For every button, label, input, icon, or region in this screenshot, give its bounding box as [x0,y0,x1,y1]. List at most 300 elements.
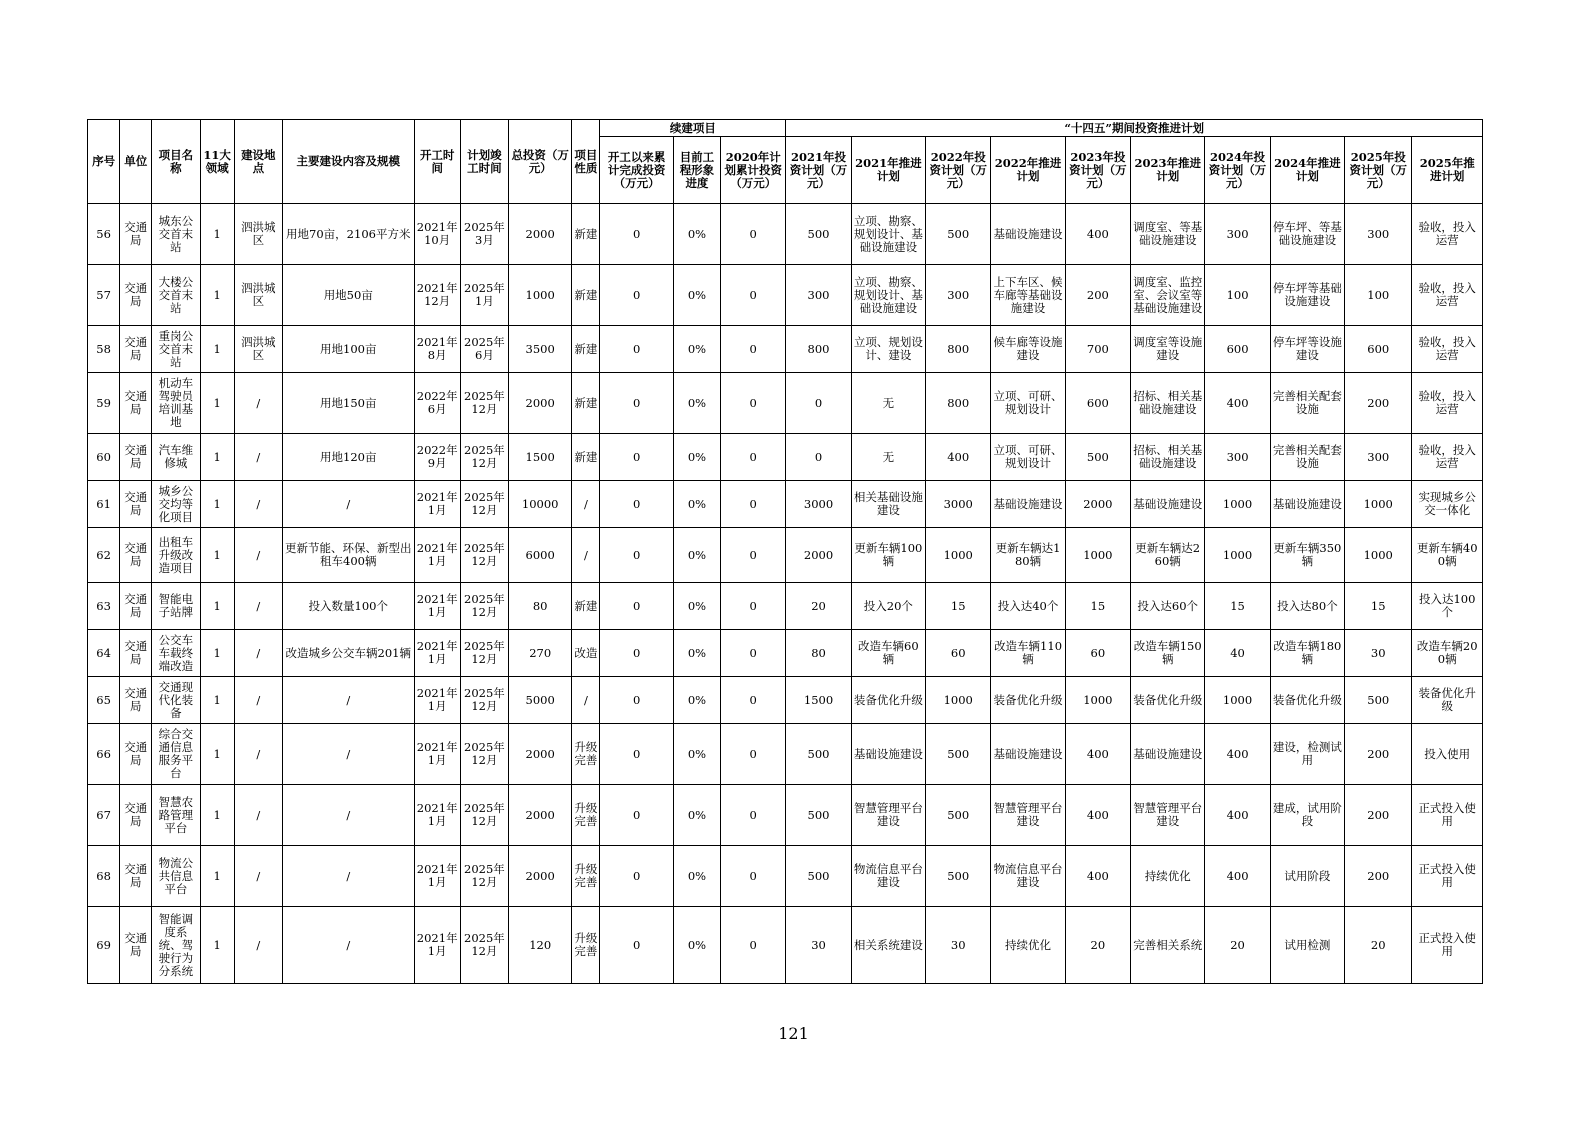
cell-2024-investment: 300 [1205,204,1270,265]
cell-seq: 67 [88,785,120,846]
cell-2022-plan: 装备优化升级 [991,677,1065,724]
header-seq: 序号 [88,120,120,204]
cell-2023-investment: 1000 [1065,677,1130,724]
cell-cumulative-investment: 0 [600,326,673,373]
cell-content: 用地150亩 [282,373,414,434]
cell-2024-investment: 400 [1205,785,1270,846]
cell-2020-cumulative: 0 [721,434,786,481]
cell-2022-plan: 智慧管理平台建设 [991,785,1065,846]
cell-location: / [234,481,282,528]
cell-2025-plan: 验收，投入运营 [1412,373,1483,434]
cell-2025-plan: 正式投入使用 [1412,785,1483,846]
cell-2023-investment: 400 [1065,846,1130,907]
cell-nature: 升级完善 [572,907,600,984]
cell-seq: 68 [88,846,120,907]
cell-2023-investment: 400 [1065,785,1130,846]
project-table [87,119,1483,984]
cell-cumulative-investment: 0 [600,434,673,481]
cell-2020-cumulative: 0 [721,528,786,583]
cell-2021-plan: 立项、勘察、规划设计、基础设施建设 [851,265,925,326]
cell-2025-plan: 验收，投入运营 [1412,434,1483,481]
cell-nature: / [572,481,600,528]
cell-2022-investment: 1000 [926,677,991,724]
cell-2025-plan: 投入达100个 [1412,583,1483,630]
cell-2023-plan: 智慧管理平台建设 [1131,785,1205,846]
cell-cumulative-investment: 0 [600,204,673,265]
cell-2021-plan: 无 [851,373,925,434]
table-row [88,785,1483,846]
cell-2021-investment: 80 [786,630,851,677]
cell-total-investment: 120 [509,907,572,984]
cell-unit: 交通局 [120,326,152,373]
cell-progress: 0% [673,265,720,326]
cell-2025-investment: 200 [1345,724,1412,785]
cell-location: 泗洪城区 [234,204,282,265]
cell-start-time: 2022年6月 [414,373,460,434]
cell-total-investment: 2000 [509,724,572,785]
header-plan-2022: 2022年推进计划 [991,137,1065,204]
cell-2023-plan: 更新车辆达260辆 [1131,528,1205,583]
cell-2025-plan: 验收，投入运营 [1412,204,1483,265]
cell-project-name: 智能电子站牌 [152,583,200,630]
header-nature: 项目性质 [572,120,600,204]
header-inv-2025: 2025年投资计划（万元） [1345,137,1412,204]
table-row [88,583,1483,630]
cell-project-name: 重岗公交首末站 [152,326,200,373]
cell-2025-plan: 更新车辆400辆 [1412,528,1483,583]
cell-2025-investment: 100 [1345,265,1412,326]
cell-project-name: 出租车升级改造项目 [152,528,200,583]
cell-2024-plan: 停车坪、等基础设施建设 [1270,204,1344,265]
cell-2022-investment: 1000 [926,528,991,583]
cell-unit: 交通局 [120,434,152,481]
cell-end-time: 2025年12月 [460,677,508,724]
cell-2024-investment: 100 [1205,265,1270,326]
cell-2025-investment: 30 [1345,630,1412,677]
cell-2021-investment: 0 [786,373,851,434]
cell-2025-investment: 20 [1345,907,1412,984]
header-cum-2020: 2020年计划累计投资（万元） [721,137,786,204]
table-row [88,528,1483,583]
cell-domain: 1 [200,528,234,583]
header-plan-2024: 2024年推进计划 [1270,137,1344,204]
cell-2020-cumulative: 0 [721,846,786,907]
table-row [88,846,1483,907]
cell-total-investment: 5000 [509,677,572,724]
cell-seq: 57 [88,265,120,326]
cell-2021-investment: 3000 [786,481,851,528]
cell-2020-cumulative: 0 [721,265,786,326]
header-end: 计划竣工时间 [460,120,508,204]
cell-nature: / [572,528,600,583]
cell-seq: 59 [88,373,120,434]
cell-2020-cumulative: 0 [721,583,786,630]
cell-total-investment: 10000 [509,481,572,528]
cell-2021-plan: 改造车辆60辆 [851,630,925,677]
cell-cumulative-investment: 0 [600,373,673,434]
cell-2022-investment: 300 [926,265,991,326]
cell-progress: 0% [673,846,720,907]
header-inv-2021: 2021年投资计划（万元） [786,137,851,204]
cell-2024-investment: 1000 [1205,481,1270,528]
cell-unit: 交通局 [120,373,152,434]
cell-2022-plan: 基础设施建设 [991,204,1065,265]
cell-2022-investment: 400 [926,434,991,481]
cell-location: 泗洪城区 [234,265,282,326]
cell-domain: 1 [200,204,234,265]
cell-2025-investment: 200 [1345,785,1412,846]
cell-project-name: 智能调度系统、驾驶行为分系统 [152,907,200,984]
cell-content: 用地120亩 [282,434,414,481]
cell-2022-investment: 500 [926,204,991,265]
cell-content: 用地50亩 [282,265,414,326]
header-progress: 目前工程形象进度 [673,137,720,204]
cell-seq: 64 [88,630,120,677]
cell-2021-investment: 500 [786,785,851,846]
cell-2024-plan: 改造车辆180辆 [1270,630,1344,677]
cell-2024-investment: 600 [1205,326,1270,373]
cell-nature: / [572,677,600,724]
cell-2024-investment: 15 [1205,583,1270,630]
cell-progress: 0% [673,528,720,583]
cell-2020-cumulative: 0 [721,785,786,846]
cell-2025-plan: 投入使用 [1412,724,1483,785]
header-inv-2023: 2023年投资计划（万元） [1065,137,1130,204]
cell-2025-investment: 1000 [1345,481,1412,528]
header-start: 开工时间 [414,120,460,204]
header-location: 建设地点 [234,120,282,204]
cell-nature: 新建 [572,204,600,265]
cell-2021-investment: 1500 [786,677,851,724]
cell-project-name: 交通现代化装备 [152,677,200,724]
cell-cumulative-investment: 0 [600,785,673,846]
cell-2023-investment: 60 [1065,630,1130,677]
cell-2021-plan: 物流信息平台建设 [851,846,925,907]
cell-2023-plan: 调度室、监控室、会议室等基础设施建设 [1131,265,1205,326]
cell-2020-cumulative: 0 [721,326,786,373]
cell-2022-investment: 60 [926,630,991,677]
cell-2021-investment: 500 [786,204,851,265]
cell-2023-investment: 15 [1065,583,1130,630]
cell-unit: 交通局 [120,481,152,528]
cell-seq: 65 [88,677,120,724]
cell-progress: 0% [673,204,720,265]
cell-cumulative-investment: 0 [600,724,673,785]
cell-end-time: 2025年12月 [460,373,508,434]
cell-start-time: 2021年1月 [414,677,460,724]
cell-location: / [234,528,282,583]
cell-end-time: 2025年1月 [460,265,508,326]
cell-2022-plan: 改造车辆110辆 [991,630,1065,677]
cell-start-time: 2021年10月 [414,204,460,265]
table-row [88,434,1483,481]
cell-nature: 升级完善 [572,785,600,846]
cell-2021-investment: 2000 [786,528,851,583]
cell-cumulative-investment: 0 [600,583,673,630]
cell-2022-plan: 基础设施建设 [991,724,1065,785]
cell-2023-investment: 400 [1065,204,1130,265]
cell-seq: 58 [88,326,120,373]
cell-2022-plan: 基础设施建设 [991,481,1065,528]
cell-domain: 1 [200,724,234,785]
table-row [88,677,1483,724]
cell-seq: 63 [88,583,120,630]
cell-start-time: 2022年9月 [414,434,460,481]
cell-2021-plan: 立项、规划设计、建设 [851,326,925,373]
header-group-plan: “十四五”期间投资推进计划 [786,120,1483,137]
cell-domain: 1 [200,677,234,724]
cell-2025-plan: 装备优化升级 [1412,677,1483,724]
cell-2024-investment: 20 [1205,907,1270,984]
cell-unit: 交通局 [120,204,152,265]
cell-2021-plan: 相关系统建设 [851,907,925,984]
cell-seq: 69 [88,907,120,984]
cell-end-time: 2025年12月 [460,528,508,583]
cell-2021-investment: 20 [786,583,851,630]
cell-content: 用地100亩 [282,326,414,373]
header-group-continuing: 续建项目 [600,120,786,137]
cell-2021-investment: 300 [786,265,851,326]
cell-progress: 0% [673,373,720,434]
cell-project-name: 大楼公交首末站 [152,265,200,326]
cell-2023-investment: 200 [1065,265,1130,326]
cell-progress: 0% [673,630,720,677]
cell-seq: 60 [88,434,120,481]
header-name: 项目名称 [152,120,200,204]
header-plan-2025: 2025年推进计划 [1412,137,1483,204]
cell-2020-cumulative: 0 [721,373,786,434]
cell-unit: 交通局 [120,846,152,907]
table-row [88,326,1483,373]
cell-2023-plan: 改造车辆150辆 [1131,630,1205,677]
cell-seq: 56 [88,204,120,265]
cell-total-investment: 80 [509,583,572,630]
cell-content: / [282,846,414,907]
cell-domain: 1 [200,583,234,630]
cell-2025-investment: 300 [1345,434,1412,481]
cell-2021-investment: 500 [786,846,851,907]
cell-total-investment: 270 [509,630,572,677]
cell-location: / [234,907,282,984]
cell-2025-plan: 改造车辆200辆 [1412,630,1483,677]
cell-nature: 新建 [572,265,600,326]
cell-start-time: 2021年1月 [414,528,460,583]
cell-content: 改造城乡公交车辆201辆 [282,630,414,677]
cell-2024-plan: 完善相关配套设施 [1270,434,1344,481]
cell-unit: 交通局 [120,583,152,630]
cell-2023-investment: 2000 [1065,481,1130,528]
cell-content: / [282,481,414,528]
cell-2024-investment: 1000 [1205,528,1270,583]
cell-domain: 1 [200,846,234,907]
cell-2022-investment: 800 [926,373,991,434]
cell-project-name: 汽车维修城 [152,434,200,481]
cell-location: / [234,785,282,846]
cell-progress: 0% [673,677,720,724]
cell-location: / [234,846,282,907]
cell-start-time: 2021年8月 [414,326,460,373]
cell-progress: 0% [673,481,720,528]
cell-unit: 交通局 [120,724,152,785]
table-row [88,630,1483,677]
cell-cumulative-investment: 0 [600,481,673,528]
cell-2024-plan: 投入达80个 [1270,583,1344,630]
cell-2021-plan: 装备优化升级 [851,677,925,724]
cell-2023-plan: 调度室等设施建设 [1131,326,1205,373]
cell-project-name: 城乡公交均等化项目 [152,481,200,528]
table-row [88,265,1483,326]
cell-2022-investment: 500 [926,724,991,785]
cell-2025-investment: 200 [1345,373,1412,434]
table-row [88,373,1483,434]
cell-project-name: 综合交通信息服务平台 [152,724,200,785]
cell-unit: 交通局 [120,785,152,846]
cell-2024-plan: 停车坪等设施建设 [1270,326,1344,373]
cell-project-name: 机动车驾驶员培训基地 [152,373,200,434]
cell-2021-plan: 无 [851,434,925,481]
cell-location: / [234,583,282,630]
cell-2022-investment: 500 [926,785,991,846]
cell-2025-investment: 15 [1345,583,1412,630]
cell-2025-plan: 验收，投入运营 [1412,326,1483,373]
cell-2020-cumulative: 0 [721,677,786,724]
cell-progress: 0% [673,583,720,630]
cell-total-investment: 2000 [509,373,572,434]
header-plan-2021: 2021年推进计划 [851,137,925,204]
cell-unit: 交通局 [120,677,152,724]
cell-2025-plan: 实现城乡公交一体化 [1412,481,1483,528]
cell-2022-plan: 更新车辆达180辆 [991,528,1065,583]
cell-start-time: 2021年1月 [414,630,460,677]
cell-start-time: 2021年1月 [414,724,460,785]
cell-end-time: 2025年12月 [460,583,508,630]
cell-2025-investment: 1000 [1345,528,1412,583]
cell-2022-plan: 候车廊等设施建设 [991,326,1065,373]
cell-2021-investment: 30 [786,907,851,984]
cell-location: 泗洪城区 [234,326,282,373]
header-cum-since-start: 开工以来累计完成投资（万元） [600,137,673,204]
cell-end-time: 2025年3月 [460,204,508,265]
cell-seq: 62 [88,528,120,583]
header-plan-2023: 2023年推进计划 [1131,137,1205,204]
cell-2022-plan: 立项、可研、规划设计 [991,434,1065,481]
header-inv-2024: 2024年投资计划（万元） [1205,137,1270,204]
cell-cumulative-investment: 0 [600,630,673,677]
cell-2024-plan: 装备优化升级 [1270,677,1344,724]
cell-2021-plan: 立项、勘察、规划设计、基础设施建设 [851,204,925,265]
cell-2022-investment: 500 [926,846,991,907]
cell-2023-plan: 基础设施建设 [1131,724,1205,785]
cell-2021-plan: 智慧管理平台建设 [851,785,925,846]
cell-2022-investment: 30 [926,907,991,984]
header-domain: 11大领域 [200,120,234,204]
cell-2021-plan: 基础设施建设 [851,724,925,785]
cell-location: / [234,724,282,785]
cell-2024-plan: 试用阶段 [1270,846,1344,907]
cell-2025-investment: 300 [1345,204,1412,265]
cell-start-time: 2021年1月 [414,846,460,907]
cell-total-investment: 2000 [509,785,572,846]
cell-2020-cumulative: 0 [721,481,786,528]
cell-2023-plan: 投入达60个 [1131,583,1205,630]
cell-2024-investment: 400 [1205,373,1270,434]
cell-2022-investment: 800 [926,326,991,373]
cell-unit: 交通局 [120,265,152,326]
cell-domain: 1 [200,907,234,984]
cell-end-time: 2025年12月 [460,724,508,785]
cell-content: 用地70亩，2106平方米 [282,204,414,265]
cell-cumulative-investment: 0 [600,528,673,583]
cell-location: / [234,434,282,481]
cell-2021-investment: 800 [786,326,851,373]
cell-content: / [282,785,414,846]
cell-2024-investment: 400 [1205,724,1270,785]
cell-start-time: 2021年1月 [414,481,460,528]
cell-2024-investment: 1000 [1205,677,1270,724]
header-inv-2022: 2022年投资计划（万元） [926,137,991,204]
cell-domain: 1 [200,785,234,846]
table-row [88,481,1483,528]
table-header [88,120,1483,204]
cell-2025-plan: 正式投入使用 [1412,846,1483,907]
cell-2024-plan: 停车坪等基础设施建设 [1270,265,1344,326]
cell-2024-plan: 基础设施建设 [1270,481,1344,528]
cell-content: / [282,907,414,984]
table-row [88,907,1483,984]
cell-progress: 0% [673,326,720,373]
cell-content: / [282,724,414,785]
cell-2023-plan: 装备优化升级 [1131,677,1205,724]
cell-unit: 交通局 [120,528,152,583]
cell-end-time: 2025年12月 [460,481,508,528]
cell-start-time: 2021年1月 [414,583,460,630]
cell-content: 更新节能、环保、新型出租车400辆 [282,528,414,583]
cell-2023-investment: 700 [1065,326,1130,373]
cell-progress: 0% [673,907,720,984]
cell-project-name: 城东公交首末站 [152,204,200,265]
cell-start-time: 2021年12月 [414,265,460,326]
cell-nature: 升级完善 [572,846,600,907]
cell-unit: 交通局 [120,630,152,677]
cell-nature: 新建 [572,583,600,630]
cell-2024-plan: 建成，试用阶段 [1270,785,1344,846]
cell-content: / [282,677,414,724]
cell-start-time: 2021年1月 [414,785,460,846]
cell-cumulative-investment: 0 [600,846,673,907]
cell-2020-cumulative: 0 [721,204,786,265]
cell-end-time: 2025年12月 [460,785,508,846]
cell-project-name: 智慧农路管理平台 [152,785,200,846]
cell-2023-plan: 基础设施建设 [1131,481,1205,528]
cell-2022-investment: 3000 [926,481,991,528]
cell-seq: 66 [88,724,120,785]
cell-2023-investment: 20 [1065,907,1130,984]
cell-nature: 改造 [572,630,600,677]
cell-end-time: 2025年12月 [460,907,508,984]
cell-2024-plan: 建设，检测试用 [1270,724,1344,785]
cell-cumulative-investment: 0 [600,907,673,984]
cell-2022-plan: 物流信息平台建设 [991,846,1065,907]
header-total: 总投资（万元） [509,120,572,204]
cell-end-time: 2025年12月 [460,434,508,481]
cell-start-time: 2021年1月 [414,907,460,984]
cell-total-investment: 3500 [509,326,572,373]
cell-2023-investment: 400 [1065,724,1130,785]
cell-2020-cumulative: 0 [721,907,786,984]
cell-domain: 1 [200,434,234,481]
cell-seq: 61 [88,481,120,528]
cell-2021-plan: 更新车辆100辆 [851,528,925,583]
